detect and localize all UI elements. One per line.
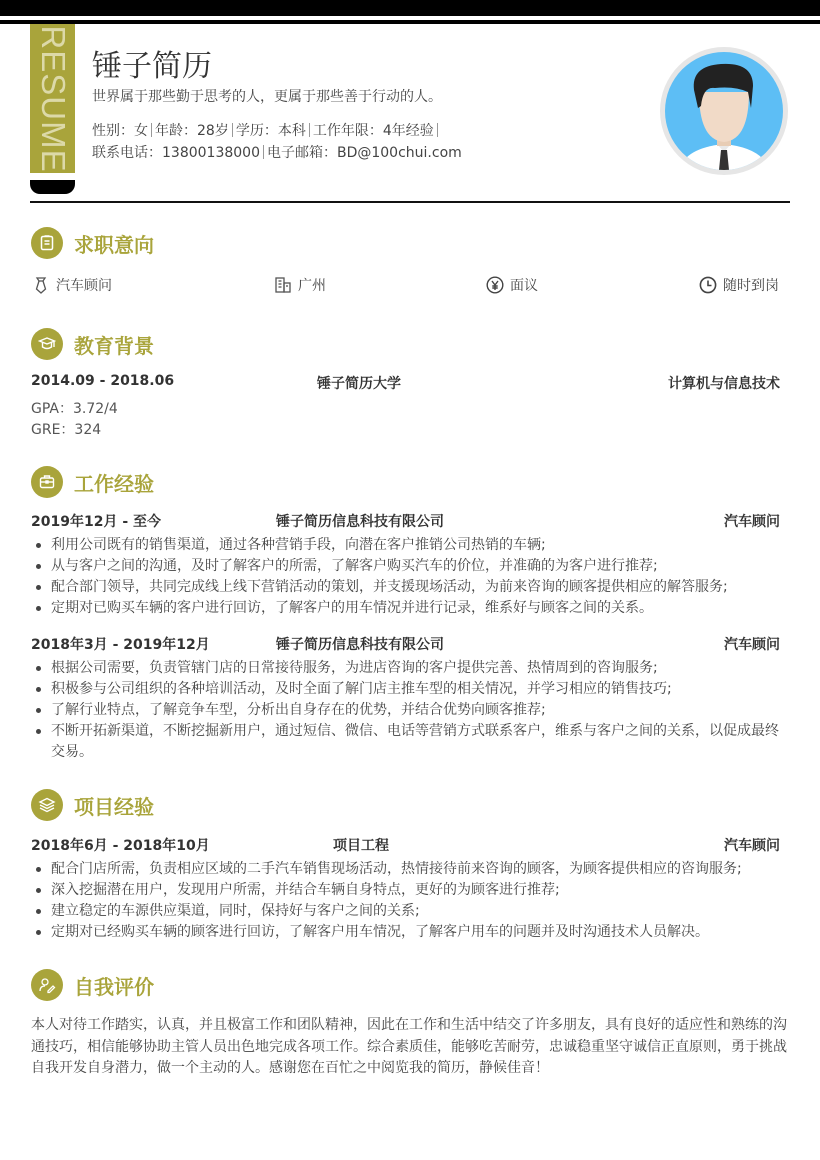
company-name: 锤子简历信息科技有限公司 [276, 637, 444, 653]
top-black-bar [0, 0, 820, 16]
gre: GRE：324 [31, 422, 102, 438]
graduation-cap-icon [31, 328, 63, 360]
tie-icon [32, 276, 50, 294]
section-header-self [31, 969, 154, 1001]
major: 计算机与信息技术 [668, 376, 780, 392]
job-role: 汽车顾问 [724, 637, 780, 653]
education-row [31, 373, 780, 393]
school-name: 锤子简历大学 [317, 376, 401, 392]
job-bullets [31, 658, 791, 763]
section-header-project [31, 789, 154, 821]
resume-name: 锤子简历 [92, 49, 212, 84]
job-bullets [31, 535, 791, 619]
intent-label: 汽车顾问 [56, 278, 112, 294]
personal-info-line-1 [92, 120, 441, 140]
company-name: 锤子简历信息科技有限公司 [276, 514, 444, 530]
list-item: 建立稳定的车源供应渠道，同时，保持好与客户之间的关系; [31, 901, 791, 922]
intent-label: 广州 [298, 278, 326, 294]
section-header-education [31, 328, 154, 360]
section-title: 项目经验 [74, 794, 154, 819]
project-role: 汽车顾问 [724, 838, 780, 854]
intent-city [274, 275, 326, 295]
header-rule [30, 201, 790, 203]
resume-badge-tab [30, 180, 75, 194]
email: 电子邮箱：BD@100chui.com [266, 145, 462, 161]
list-item: 配合部门领导，共同完成线上线下营销活动的策划，并支援现场活动，为前来咨询的顾客提供相应的解答服务; [31, 577, 791, 598]
intent-availability [699, 275, 779, 295]
project-name: 项目工程 [333, 838, 389, 854]
intent-label: 随时到岗 [723, 278, 779, 294]
layers-icon [31, 789, 63, 821]
self-evaluation-text: 本人对待工作踏实，认真，并且极富工作和团队精神，因此在工作和生活中结交了许多朋友，具有良好的适应性和熟练的沟通技巧，相信能够协助主管人员出色地完成各项工作。综合素质佳，能够吃苦耐劳，忠诚稳重坚守诚信正直原则，勇于挑战自我开发自身潜力，做一个主动的人。感谢您在百忙之中阅览我的简历，静候佳音！ [31, 1017, 787, 1076]
list-item: 利用公司既有的销售渠道，通过各种营销手段，向潜在客户推销公司热销的车辆; [31, 535, 791, 556]
divider [437, 123, 438, 137]
resume-badge-text: RESUME [34, 24, 72, 173]
list-item: 定期对已购买车辆的客户进行回访，了解客户的用车情况并进行记录，维系好与顾客之间的关系。 [31, 598, 791, 619]
project-bullets [31, 859, 791, 943]
top-thin-bar [0, 20, 820, 24]
divider [151, 123, 152, 137]
list-item: 从与客户之间的沟通，及时了解客户的所需，了解客户购买汽车的价位，并准确的为客户进行推荐; [31, 556, 791, 577]
list-item: 深入挖掘潜在用户，发现用户所需，并结合车辆自身特点，更好的为顾客进行推荐; [31, 880, 791, 901]
intent-salary [486, 275, 538, 295]
list-item: 定期对已经购买车辆的顾客进行回访，了解客户用车情况，了解客户用车的问题并及时沟通技术人员解决。 [31, 922, 791, 943]
list-item: 配合门店所需，负责相应区域的二手汽车销售现场活动，热情接待前来咨询的顾客，为顾客提供相应的咨询服务; [31, 859, 791, 880]
project-period: 2018年6月 - 2018年10月 [31, 838, 210, 854]
yen-icon [486, 276, 504, 294]
section-title: 教育背景 [74, 333, 154, 358]
motto: 世界属于那些勤于思考的人，更属于那些善于行动的人。 [92, 89, 442, 105]
user-edit-icon [31, 969, 63, 1001]
section-header-work [31, 466, 154, 498]
clock-icon [699, 276, 717, 294]
section-title: 自我评价 [74, 974, 154, 999]
avatar [660, 47, 788, 175]
divider [263, 145, 264, 159]
education-level: 学历：本科 [235, 123, 306, 139]
avatar-icon [665, 52, 783, 170]
list-item: 了解行业特点，了解竞争车型，分析出自身存在的优势，并结合优势向顾客推荐; [31, 700, 791, 721]
project-row [31, 835, 780, 855]
divider [232, 123, 233, 137]
list-item: 积极参与公司组织的各种培训活动，及时全面了解门店主推车型的相关情况，并学习相应的销售技巧; [31, 679, 791, 700]
phone: 联系电话：13800138000 [92, 145, 260, 161]
section-title: 工作经验 [74, 471, 154, 496]
job-row [31, 511, 780, 531]
intent-label: 面议 [510, 278, 538, 294]
job-period: 2019年12月 - 至今 [31, 514, 162, 530]
resume-badge [30, 24, 75, 173]
job-role: 汽车顾问 [724, 514, 780, 530]
gpa: GPA：3.72/4 [31, 401, 118, 417]
briefcase-icon [31, 466, 63, 498]
list-item: 不断开拓新渠道，不断挖掘新用户，通过短信、微信、电话等营销方式联系客户，维系与客户之间的关系，以促成最终交易。 [31, 721, 791, 763]
building-icon [274, 276, 292, 294]
gender: 性别：女 [92, 123, 148, 139]
job-row [31, 634, 780, 654]
education-period: 2014.09 - 2018.06 [31, 373, 175, 389]
list-item: 根据公司需要，负责管辖门店的日常接待服务，为进店咨询的客户提供完善、热情周到的咨询服务; [31, 658, 791, 679]
personal-info-line-2 [92, 142, 462, 162]
section-header-intent [31, 227, 154, 259]
job-period: 2018年3月 - 2019年12月 [31, 637, 210, 653]
clipboard-icon [31, 227, 63, 259]
divider [309, 123, 310, 137]
age: 年龄：28岁 [155, 123, 229, 139]
work-years: 工作年限：4年经验 [312, 123, 434, 139]
section-title: 求职意向 [74, 232, 154, 257]
intent-position [32, 275, 112, 295]
